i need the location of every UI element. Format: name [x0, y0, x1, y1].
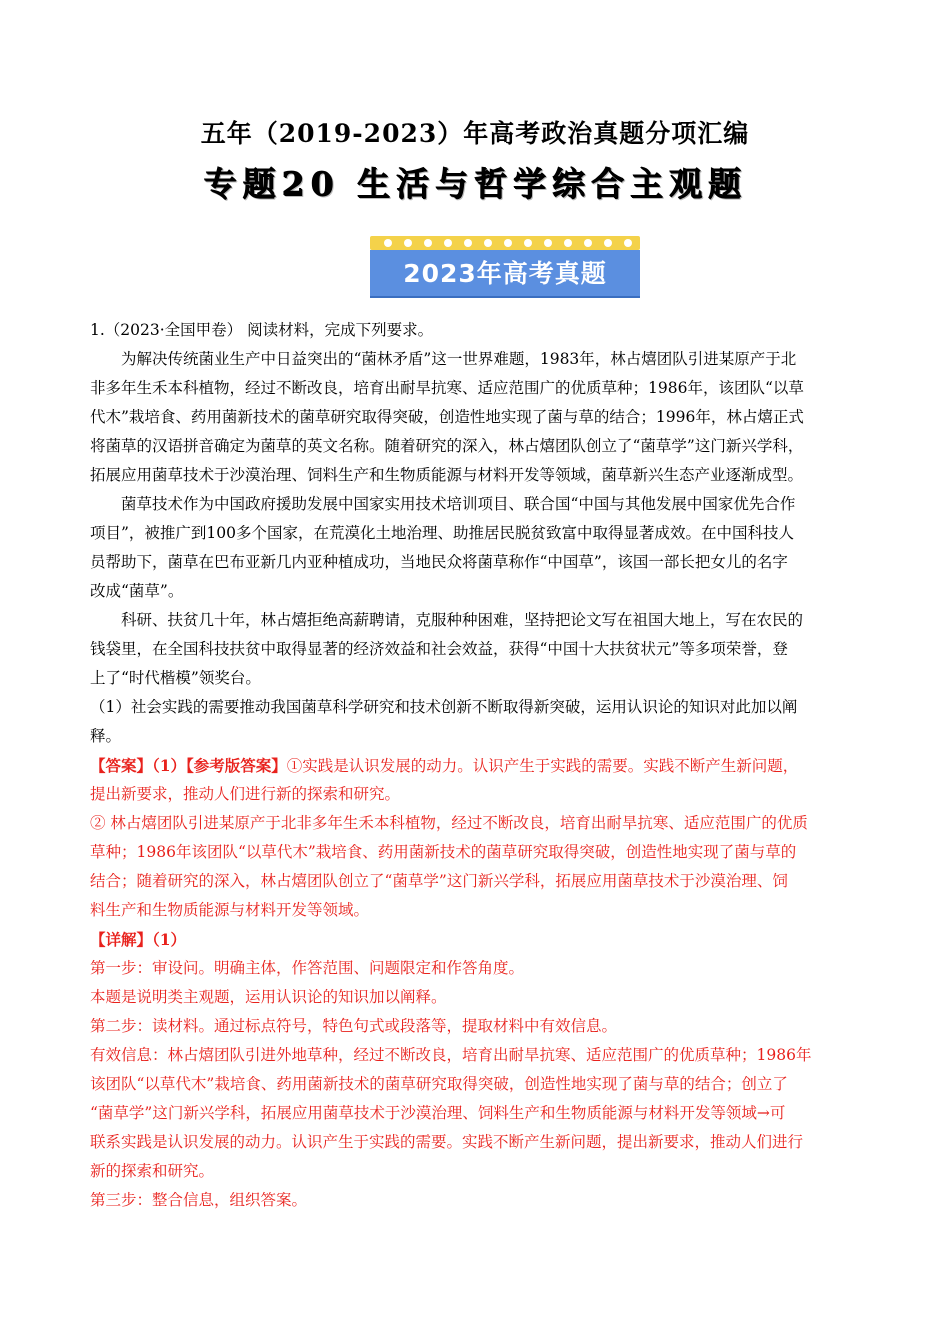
ring-icon — [444, 239, 452, 247]
material-line: 钱袋里，在全国科技扶贫中取得显著的经济效益和社会效益，获得“中国十大扶贫状元”等多项荣誉，登 — [90, 640, 788, 658]
material-line: 拓展应用菌草技术于沙漠治理、饲料生产和生物质能源与材料开发等领域，菌草新兴生态产业逐渐成型。 — [90, 466, 804, 484]
material-line: 员帮助下，菌草在巴布亚新几内亚种植成功，当地民众将菌草称作“中国草”，该国一部长把女儿的名字 — [90, 553, 788, 571]
explain-line: 联系实践是认识发展的动力。认识产生于实践的需要。实践不断产生新问题，提出新要求，推动人们进行 — [90, 1133, 804, 1151]
explain-line: 第三步：整合信息，组织答案。 — [90, 1191, 308, 1209]
ring-icon — [464, 239, 472, 247]
explain-line: 该团队“以草代木”栽培食、药用菌新技术的菌草研究取得突破，创造性地实现了菌与草的结合；创立了 — [90, 1075, 788, 1093]
ring-icon — [624, 239, 632, 247]
material-line: 将菌草的汉语拼音确定为菌草的英文名称。随着研究的深入，林占熺团队创立了“菌草学”这门新兴学科， — [90, 437, 804, 455]
material-line: 科研、扶贫几十年，林占熺拒绝高薪聘请，克服种种困难，坚持把论文写在祖国大地上，写在农民的 — [121, 611, 804, 629]
answer-line — [90, 751, 880, 780]
topic-title: 专题20 生活与哲学综合主观题 — [203, 164, 747, 203]
sub-question: 释。 — [90, 727, 122, 745]
explain-line: 第二步：读材料。通过标点符号，特色句式或段落等，提取材料中有效信息。 — [90, 1017, 618, 1035]
material-line: 为解决传统菌业生产中日益突出的“菌林矛盾”这一世界难题，1983年，林占熺团队引进某原产于北 — [121, 350, 797, 368]
material-line: 菌草技术作为中国政府援助发展中国家实用技术培训项目、联合国“中国与其他发展中国家优先合作 — [121, 495, 796, 513]
material-line: 上了“时代楷模”领奖台。 — [90, 669, 261, 687]
answer-line: 提出新要求，推动人们进行新的探索和研究。 — [90, 785, 401, 803]
explain-line: 有效信息：林占熺团队引进外地草种，经过不断改良，培育出耐旱抗寒、适应范围广的优质草种；1986年 — [90, 1046, 812, 1064]
explain-line: 新的探索和研究。 — [90, 1162, 215, 1180]
material-line: 改成“菌草”。 — [90, 582, 184, 600]
ring-icon — [424, 239, 432, 247]
explain-line: “菌草学”这门新兴学科，拓展应用菌草技术于沙漠治理、饲料生产和生物质能源与材料开发等领域→可 — [90, 1104, 786, 1122]
question-content — [90, 316, 880, 1215]
sub-question: （1）社会实践的需要推动我国菌草科学研究和技术创新不断取得新突破，运用认识论的知识对此加以阐 — [90, 698, 798, 716]
ring-icon — [604, 239, 612, 247]
ring-icon — [564, 239, 572, 247]
banner-label: 2023年高考真题 — [403, 259, 607, 288]
material-line: 非多年生禾本科植物，经过不断改良，培育出耐旱抗寒、适应范围广的优质草种；1986年，该团队“以草 — [90, 379, 804, 397]
question-intro: 1.（2023·全国甲卷） 阅读材料，完成下列要求。 — [90, 321, 434, 339]
ring-icon — [524, 239, 532, 247]
answer-line: ② 林占熺团队引进某原产于北非多年生禾本科植物，经过不断改良，培育出耐旱抗寒、适应范围广的优质 — [90, 814, 808, 832]
document-title: 五年（2019-2023）年高考政治真题分项汇编 — [200, 119, 750, 148]
answer-line: 草种；1986年该团队“以草代木”栽培食、药用菌新技术的菌草研究取得突破，创造性地实现了菌与草的 — [90, 843, 797, 861]
material-line: 代木”栽培食、药用菌新技术的菌草研究取得突破，创造性地实现了菌与草的结合；1996年，林占熺正式 — [90, 408, 804, 426]
ring-icon — [584, 239, 592, 247]
material-line: 项目”，被推广到100多个国家，在荒漠化土地治理、助推居民脱贫致富中取得显著成效。在中国科技人 — [90, 524, 795, 542]
ring-icon — [384, 239, 392, 247]
answer-line: 结合；随着研究的深入，林占熺团队创立了“菌草学”这门新兴学科，拓展应用菌草技术于沙漠治理、饲 — [90, 872, 788, 890]
ring-icon — [404, 239, 412, 247]
banner-ring-strip — [370, 236, 640, 250]
answer-text: ①实践是认识发展的动力。认识产生于实践的需要。实践不断产生新问题， — [286, 757, 799, 775]
ring-icon — [484, 239, 492, 247]
section-banner — [370, 236, 640, 298]
explain-label: 【详解】（1） — [90, 930, 187, 949]
explain-line: 本题是说明类主观题，运用认识论的知识加以阐释。 — [90, 988, 447, 1006]
banner-body — [370, 250, 640, 298]
explain-line: 第一步：审设问。明确主体，作答范围、问题限定和作答角度。 — [90, 959, 525, 977]
answer-line: 料生产和生物质能源与材料开发等领域。 — [90, 901, 370, 919]
ring-icon — [504, 239, 512, 247]
ring-icon — [544, 239, 552, 247]
answer-label: 【答案】（1）【参考版答案】 — [90, 756, 287, 775]
